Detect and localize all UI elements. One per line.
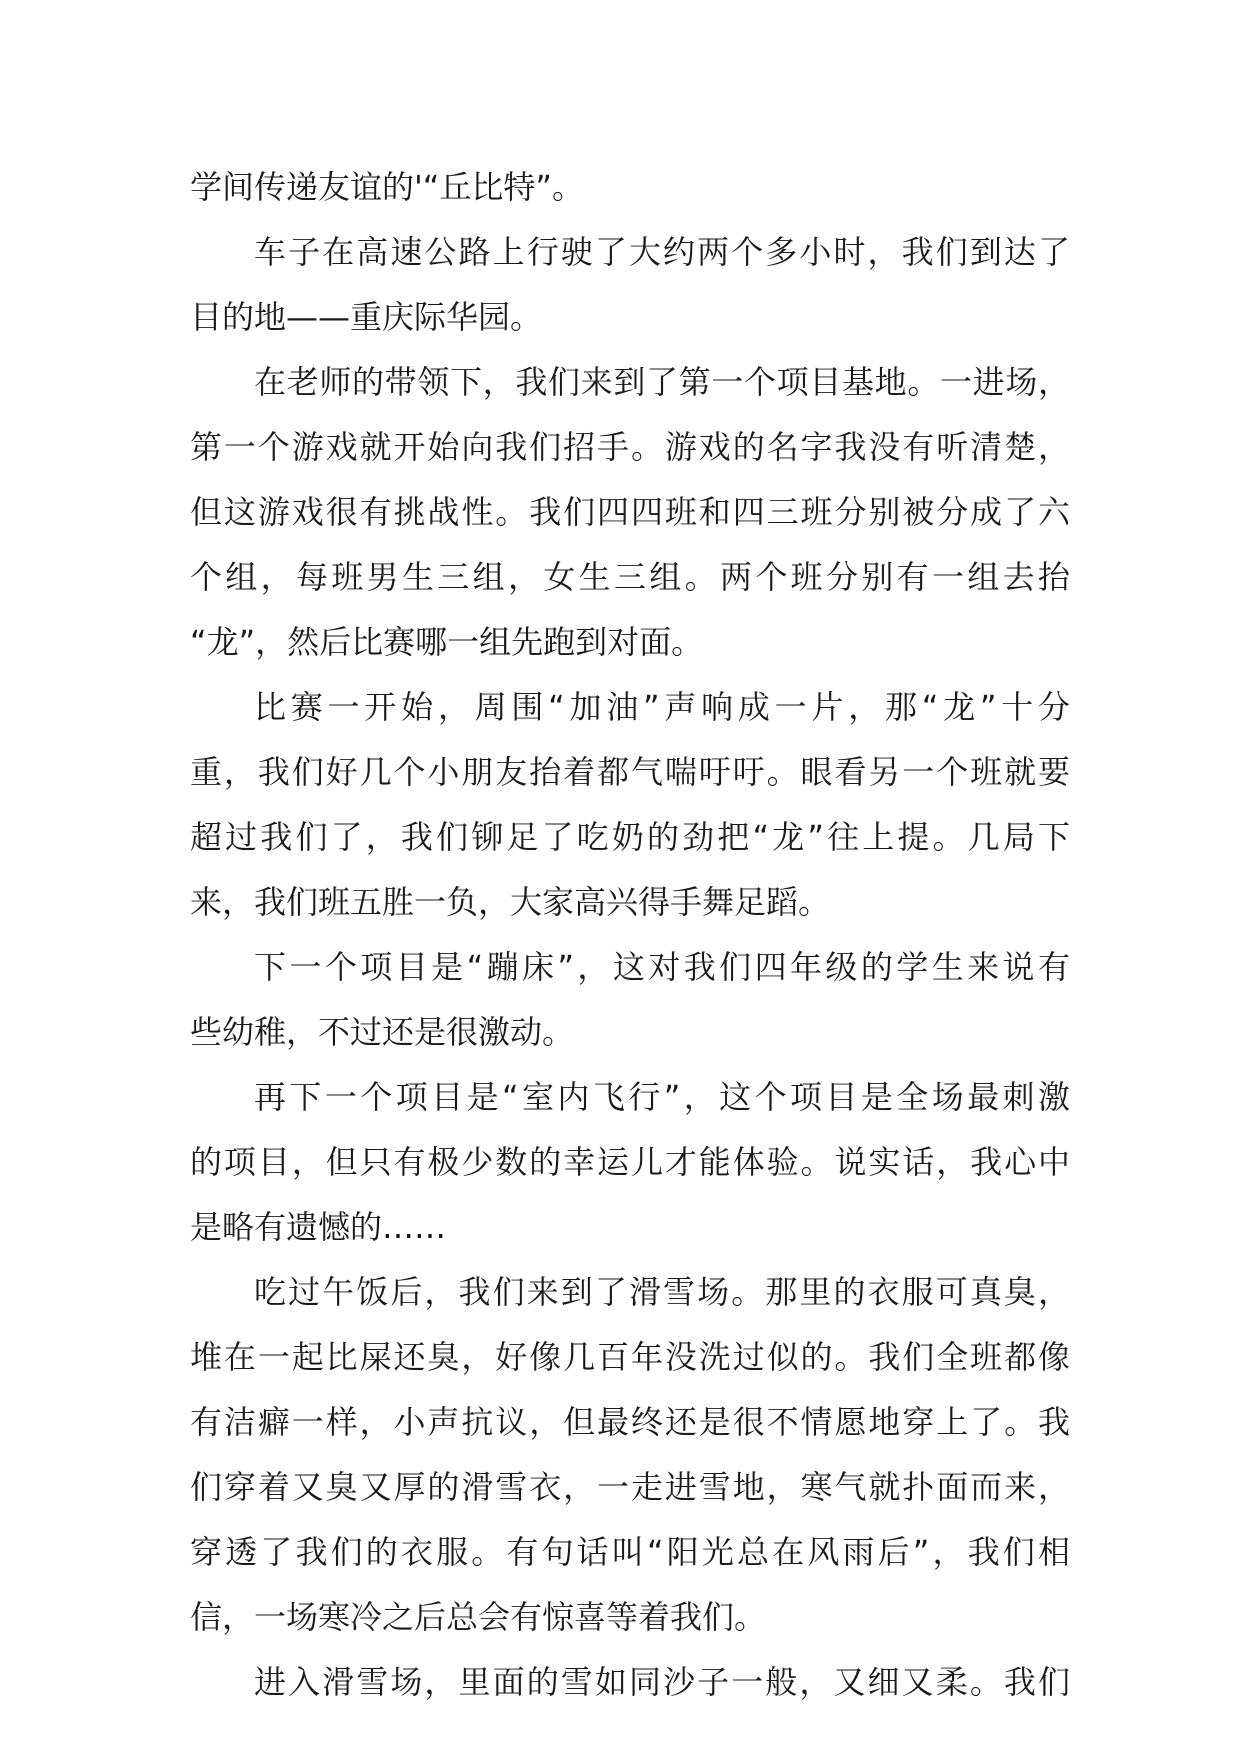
paragraph-first-line: 在老师的带领下，我们来到了第一个项目基地。一进场， — [254, 363, 1070, 401]
text-line: 穿透了我们的衣服。有句话叫“阳光总在风雨后”，我们相 — [190, 1533, 1070, 1571]
text-line: 超过我们了，我们铆足了吃奶的劲把“龙”往上提。几局下 — [190, 818, 1070, 856]
paragraph-first-line: 再下一个项目是“室内飞行”，这个项目是全场最刺激 — [254, 1078, 1070, 1116]
text-line: 的项目，但只有极少数的幸运儿才能体验。说实话，我心中 — [190, 1143, 1070, 1181]
text-line: 堆在一起比屎还臭，好像几百年没洗过似的。我们全班都像 — [190, 1338, 1070, 1376]
text-line: 有洁癖一样，小声抗议，但最终还是很不情愿地穿上了。我 — [190, 1403, 1070, 1441]
text-line: 目的地——重庆际华园。 — [190, 298, 543, 336]
text-line: 重，我们好几个小朋友抬着都气喘吁吁。眼看另一个班就要 — [190, 753, 1070, 791]
paragraph-first-line: 进入滑雪场，里面的雪如同沙子一般，又细又柔。我们 — [254, 1663, 1070, 1701]
text-line: 个组，每班男生三组，女生三组。两个班分别有一组去抬 — [190, 558, 1070, 596]
paragraph-first-line: 下一个项目是“蹦床”，这对我们四年级的学生来说有 — [254, 948, 1070, 986]
text-line: 学间传递友谊的'“丘比特”。 — [190, 168, 584, 206]
text-line: 信，一场寒冷之后总会有惊喜等着我们。 — [190, 1598, 767, 1636]
text-line: 来，我们班五胜一负，大家高兴得手舞足蹈。 — [190, 883, 831, 921]
text-line: 是略有遗憾的…… — [190, 1208, 447, 1246]
text-line: “龙”，然后比赛哪一组先跑到对面。 — [190, 623, 704, 661]
paragraph-first-line: 车子在高速公路上行驶了大约两个多小时，我们到达了 — [254, 233, 1070, 271]
text-line: 第一个游戏就开始向我们招手。游戏的名字我没有听清楚， — [190, 428, 1070, 466]
essay-body — [190, 155, 1070, 1715]
text-line: 但这游戏很有挑战性。我们四四班和四三班分别被分成了六 — [190, 493, 1070, 531]
text-line: 们穿着又臭又厚的滑雪衣，一走进雪地，寒气就扑面而来， — [190, 1468, 1070, 1506]
paragraph-first-line: 吃过午饭后，我们来到了滑雪场。那里的衣服可真臭， — [254, 1273, 1070, 1311]
text-line: 些幼稚，不过还是很激动。 — [190, 1013, 575, 1051]
paragraph-first-line: 比赛一开始，周围“加油”声响成一片，那“龙”十分 — [254, 688, 1070, 726]
